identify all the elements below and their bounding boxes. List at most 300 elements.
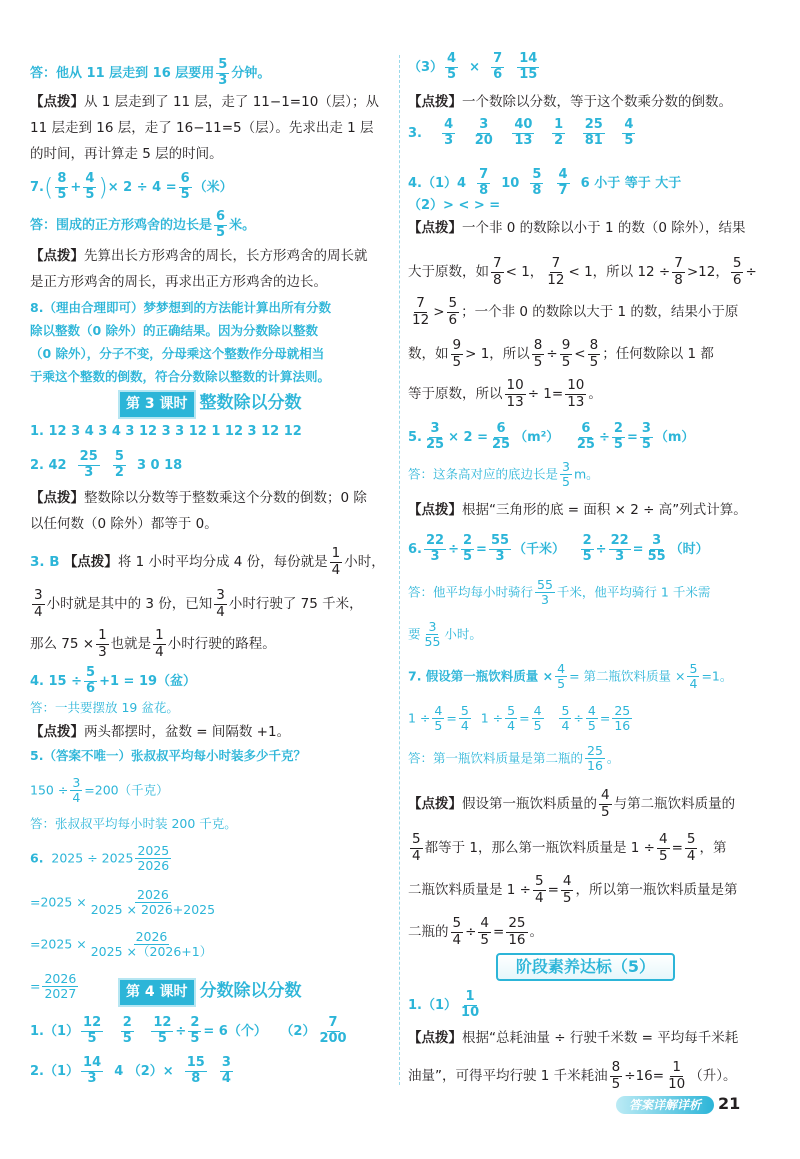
fraction [532, 338, 545, 370]
answer-line: 答：一共要摆放 19 盆花。 [30, 700, 179, 715]
fraction [687, 662, 699, 692]
fraction [459, 704, 471, 734]
fraction [685, 832, 698, 864]
fraction-numerator: 3 [562, 459, 570, 474]
fraction [188, 1016, 201, 1047]
fraction [588, 338, 601, 370]
fraction-numerator: 22 [610, 533, 629, 548]
fraction-denominator: 5 [85, 186, 95, 202]
fraction [666, 1060, 687, 1092]
fraction-denominator: 4 [331, 561, 341, 578]
fraction [445, 52, 458, 83]
fraction [424, 422, 446, 453]
fraction-denominator: 55 [647, 548, 666, 564]
fraction-numerator: 4 [558, 167, 568, 182]
fraction-numerator: 25 [587, 743, 603, 758]
fraction-numerator: 3 [652, 533, 662, 548]
fraction [557, 168, 570, 199]
fraction [423, 620, 443, 650]
fraction [532, 704, 544, 734]
fraction-denominator: 13 [514, 132, 533, 148]
fraction-numerator: 3 [34, 587, 43, 603]
fraction [491, 52, 504, 83]
fraction-denominator: 5 [447, 66, 457, 82]
fraction-denominator: 5 [452, 353, 462, 370]
fraction [672, 256, 685, 288]
question-8-line: 于乘这个整数的倒数，符合分数除以整数的计算法则。 [30, 369, 331, 384]
fraction-numerator: 4 [587, 703, 596, 718]
fraction-denominator: 4 [561, 718, 570, 734]
fraction [432, 704, 444, 734]
fraction-numerator: 5 [114, 449, 124, 464]
fraction [657, 832, 670, 864]
fraction-numerator: 15 [186, 1055, 205, 1070]
question-5-equation: 5. $\frac{3}{25}$ × 2 = $\frac{6}{25}$ （m²） $\frac{6}{25}$ ÷ $\frac{2}{5}$ = $\frac{3}{5}$ （m） [408, 421, 695, 452]
fraction-denominator: 25 [491, 436, 511, 452]
fraction [330, 546, 343, 578]
footer-brand-label: 答案详解详析 [616, 1096, 714, 1114]
fraction-denominator: 5 [434, 718, 443, 734]
fraction [505, 378, 526, 410]
fraction-denominator: 5 [641, 436, 651, 452]
fraction-numerator: 2 [462, 533, 473, 548]
fraction-numerator: 1 [672, 1059, 681, 1075]
fraction [442, 118, 455, 149]
question-4-line-1: 4.（1）4 $\frac{7}{8}$ 10 $\frac{5}{8}$ $\frac{4}{7}$ 6 小于 等于 大于 [408, 167, 682, 198]
fraction [599, 788, 612, 820]
fraction-denominator: 15 [519, 66, 538, 82]
tip-line: 是正方形鸡舍的周长，再求出正方形鸡舍的边长。 [30, 274, 327, 290]
fraction [32, 588, 45, 620]
fraction [121, 1016, 134, 1047]
fraction-numerator: 2026 [137, 887, 169, 902]
lesson-tag: 第 3 课时 [118, 390, 196, 419]
fraction-numerator: 6 [180, 171, 190, 186]
fraction-denominator: 5 [57, 186, 67, 202]
fraction-numerator: 5 [86, 665, 96, 680]
fraction [535, 578, 555, 608]
fraction-numerator: 7 [328, 1015, 338, 1030]
fraction-numerator: 5 [412, 831, 421, 847]
fraction [317, 1016, 348, 1047]
fraction-numerator: 6 [496, 421, 506, 436]
fraction [560, 460, 572, 490]
fraction-denominator: 5 [87, 1030, 97, 1046]
fraction-numerator: 12 [83, 1015, 102, 1030]
question-3: 3. $\frac{4}{3}$ $\frac{3}{20}$ $\frac{40}{13}$ $\frac{1}{2}$ $\frac{25}{81}$ $\frac{4}{5}$ [408, 117, 634, 148]
fraction-denominator: 5 [157, 1030, 167, 1046]
lesson-3-q5: 5.（答案不唯一）张叔叔平均每小时装多少千克？ [30, 748, 306, 763]
question-4-line-2: （2）> < > = [408, 198, 501, 213]
fraction-denominator: 4 [507, 718, 516, 734]
fraction [561, 874, 574, 906]
fraction-denominator: 5 [582, 548, 592, 564]
fraction-numerator: 3 [430, 421, 440, 436]
fraction-numerator: 5 [689, 661, 698, 676]
fraction-numerator: 4 [658, 831, 668, 847]
fraction-numerator: 10 [506, 377, 524, 393]
fraction-numerator: 2025 [137, 843, 170, 858]
lesson-3-q6-line: 6. 2025 ÷ 2025 $\frac{2025}{2026}$ [30, 843, 170, 874]
fraction [81, 1016, 103, 1047]
fraction-numerator: 5 [452, 915, 462, 931]
fraction-denominator: 8 [674, 271, 683, 288]
fraction-numerator: 25 [584, 117, 603, 132]
fraction [517, 52, 539, 83]
fraction-numerator: 14 [519, 51, 538, 66]
fraction-numerator: 25 [614, 703, 631, 718]
fraction-denominator: 5 [122, 1030, 132, 1046]
fraction-numerator: 2026 [135, 929, 168, 944]
fraction-denominator: 3 [87, 1070, 97, 1086]
lesson-3-q6-line: = $\frac{2026}{2027}$ [30, 971, 77, 1002]
fraction [560, 338, 573, 370]
fraction [575, 422, 597, 453]
tip-line: 【点拨】一个数除以分数，等于这个数乘分数的倒数。 [408, 94, 732, 110]
fraction-numerator: 8 [533, 337, 543, 353]
tip-line: 数，如 $\frac{9}{5}$ > 1，所以 $\frac{8}{5}$ ÷ $\frac{9}{5}$ < $\frac{8}{5}$ ；任何数除以 1 都 [408, 337, 714, 370]
lesson-4-q2: 2.（1） $\frac{14}{3}$ 4 （2）× $\frac{15}{8}$ $\frac{3}{4}$ [30, 1055, 231, 1086]
lesson-tag: 第 4 课时 [118, 978, 196, 1007]
answer-line: 答：他平均每小时骑行 $\frac{55}{3}$ 千米，他平均骑行 1 千米需 [408, 577, 711, 608]
question-6-equation: 6. $\frac{22}{3}$ ÷ $\frac{2}{5}$ = $\frac{55}{3}$ （千米） $\frac{2}{5}$ ÷ $\frac{22}{3}$ = $\frac{3}{55}$ （时） [408, 533, 709, 564]
fraction [610, 1060, 623, 1092]
fraction-numerator: 4 [562, 873, 572, 889]
fraction-denominator: 16 [508, 931, 526, 948]
fraction [505, 704, 517, 734]
fraction-denominator: 13 [506, 393, 524, 410]
tip-line: $\frac{7}{12}$ > $\frac{5}{6}$ ；一个非 0 的数除以大于 1 的数，结果小于原 [412, 295, 739, 328]
fraction [552, 118, 565, 149]
fraction-denominator: 20 [474, 132, 493, 148]
fraction-numerator: 4 [434, 703, 443, 718]
fraction-numerator: 2 [582, 533, 592, 548]
tip-line: 【点拨】根据“三角形的底 = 面积 × 2 ÷ 高”列式计算。 [408, 502, 747, 518]
fraction-denominator: 4 [216, 603, 225, 620]
page-footer [616, 1094, 756, 1116]
fraction-numerator: 3 [479, 117, 489, 132]
fraction [585, 744, 605, 774]
fraction-numerator: 4 [557, 661, 566, 676]
answer-line: 答：张叔叔平均每小时装 200 千克。 [30, 816, 237, 831]
fraction-denominator: 5 [611, 1075, 621, 1092]
fraction-denominator: 5 [190, 1030, 200, 1046]
fraction-denominator: 5 [462, 548, 473, 564]
fraction-denominator: 3 [540, 592, 549, 608]
fraction [96, 628, 109, 660]
answer-line: 答：第一瓶饮料质量是第二瓶的 $\frac{25}{16}$ 。 [408, 743, 620, 774]
fraction-numerator: 3 [221, 1055, 231, 1070]
fraction-denominator: 5 [624, 132, 634, 148]
fraction-numerator: 8 [589, 337, 599, 353]
fraction-denominator: 2025 × 2026+2025 [90, 902, 216, 918]
fraction [583, 118, 605, 149]
fraction-numerator: 10 [567, 377, 585, 393]
fraction-denominator: 4 [34, 603, 43, 620]
fraction [490, 422, 512, 453]
fraction-numerator: 5 [507, 703, 516, 718]
fraction-denominator: 8 [532, 182, 542, 198]
fraction [447, 296, 460, 328]
fraction [451, 916, 464, 948]
fraction-denominator: 4 [686, 847, 696, 864]
fraction [89, 888, 217, 918]
fraction-denominator: 6 [732, 271, 742, 288]
fraction-denominator: 2026 [137, 858, 170, 874]
fraction [410, 832, 423, 864]
tip-line: 【点拨】整数除以分数等于整数乘这个分数的倒数；0 除 [30, 490, 367, 506]
fraction-denominator: 4 [412, 847, 421, 864]
fraction-denominator: 5 [533, 353, 543, 370]
fraction-numerator: 6 [581, 421, 591, 436]
fraction [646, 534, 668, 565]
fraction [179, 172, 192, 203]
fraction-denominator: 3 [218, 72, 228, 88]
fraction-numerator: 4 [85, 171, 95, 186]
fraction [113, 450, 126, 481]
fraction-numerator: 5 [732, 255, 742, 271]
fraction-denominator: 3 [84, 464, 94, 480]
question-8-line: 8.（理由合理即可）梦梦想到的方法能计算出所有分数 [30, 300, 331, 315]
lesson-3-q3-line: $\frac{3}{4}$ 小时就是其中的 3 份，已知 $\frac{3}{4}$ 小时行驶了 75 千米， [34, 587, 363, 620]
fraction [612, 704, 632, 734]
tip-line: $\frac{5}{4}$ 都等于 1，那么第一瓶饮料质量是 1 ÷ $\frac{4}{5}$ = $\frac{5}{4}$ ，第 [412, 831, 727, 864]
stage-section-title: 阶段素养达标（5） [496, 953, 675, 981]
stage-q1: 1.（1） $\frac{1}{10}$ [408, 989, 480, 1020]
fraction-denominator: 5 [613, 436, 623, 452]
fraction-numerator: 6 [216, 209, 226, 224]
fraction-numerator: 12 [153, 1015, 172, 1030]
fraction [83, 172, 96, 203]
fraction [530, 168, 543, 199]
fraction-denominator: 5 [587, 718, 596, 734]
fraction-denominator: 6 [86, 680, 96, 696]
fraction-denominator: 5 [589, 353, 599, 370]
fraction-numerator: 7 [493, 51, 503, 66]
fraction-numerator: 4 [624, 117, 634, 132]
fraction-denominator: 3 [430, 548, 440, 564]
tip-line: 11 层走到 16 层，走了 16−11=5（层）。先求出走 1 层 [30, 120, 374, 136]
fraction-denominator: 5 [180, 186, 190, 202]
fraction-denominator: 7 [558, 182, 568, 198]
fraction-numerator: 22 [425, 533, 445, 548]
fraction-numerator: 55 [490, 533, 510, 548]
fraction-numerator: 5 [460, 703, 469, 718]
fraction [451, 338, 464, 370]
tip-line: 【点拨】先算出长方形鸡舍的周长，长方形鸡舍的周长就 [30, 248, 368, 264]
fraction-denominator: 5 [557, 676, 566, 692]
fraction [459, 990, 481, 1021]
lesson-3-header [118, 390, 302, 415]
fraction-numerator: 7 [674, 255, 683, 271]
fraction-numerator: 2 [122, 1015, 132, 1030]
fraction-denominator: 5 [561, 353, 571, 370]
fraction [153, 628, 166, 660]
fraction [612, 422, 625, 453]
question-7-line: 7. 假设第一瓶饮料质量 × $\frac{4}{5}$ = 第二瓶饮料质量 × $\frac{5}{4}$ =1。 [408, 661, 733, 692]
tip-line: 【点拨】一个非 0 的数除以小于 1 的数（0 除外），结果 [408, 220, 746, 236]
tip-line: 二瓶饮料质量是 1 ÷ $\frac{5}{4}$ = $\frac{4}{5}$ ，所以第一瓶饮料质量是第 [408, 873, 738, 906]
fraction-numerator: 4 [533, 703, 542, 718]
fraction-denominator: 4 [72, 790, 81, 806]
fraction-denominator: 2025 ×（2026+1） [90, 944, 213, 960]
fraction-numerator: 8 [611, 1059, 621, 1075]
column-divider [399, 55, 400, 1085]
fraction [731, 256, 744, 288]
tip-line: 【点拨】从 1 层走到了 11 层，走了 11−1=10（层）；从 [30, 94, 380, 110]
fraction-numerator: 55 [537, 577, 553, 592]
fraction-denominator: 4 [534, 889, 544, 906]
fraction-denominator: 5 [533, 718, 542, 734]
fraction-numerator: 5 [448, 295, 458, 311]
fraction [640, 422, 653, 453]
fraction-numerator: 5 [218, 57, 228, 72]
fraction-denominator: 12 [547, 271, 565, 288]
fraction [135, 844, 171, 874]
fraction-numerator: 9 [561, 337, 571, 353]
fraction-denominator: 10 [461, 1004, 480, 1020]
fraction [461, 534, 474, 565]
fraction-numerator: 14 [83, 1055, 102, 1070]
fraction-numerator: 1 [98, 627, 107, 643]
answer-line: 答：围成的正方形鸡舍的边长是 $\frac{6}{5}$ 米。 [30, 209, 256, 240]
fraction-numerator: 4 [444, 117, 454, 132]
lesson-title: 整数除以分数 [199, 393, 302, 413]
fraction-denominator: 25 [576, 436, 595, 452]
fraction [559, 704, 571, 734]
lesson-3-q3-line: 那么 75 × $\frac{1}{3}$ 也就是 $\frac{1}{4}$ 小时行驶的路程。 [30, 627, 276, 660]
fraction [478, 916, 491, 948]
fraction-denominator: 12 [412, 311, 430, 328]
tip-line: 【点拨】假设第一瓶饮料质量的 $\frac{4}{5}$ 与第二瓶饮料质量的 [408, 787, 736, 820]
fraction-denominator: 4 [452, 931, 462, 948]
question-2-part-3: （3） $\frac{4}{5}$ × $\frac{7}{6}$ $\frac{14}{15}$ [408, 51, 538, 82]
lesson-3-q3-line: 3. B 【点拨】将 1 小时平均分成 4 份，每份就是 $\frac{1}{4}$ 小时， [30, 545, 385, 578]
fraction [216, 58, 229, 89]
fraction-numerator: 1 [331, 545, 341, 561]
fraction-numerator: 9 [452, 337, 462, 353]
fraction-denominator: 5 [216, 224, 226, 240]
fraction-numerator: 5 [561, 703, 570, 718]
fraction [185, 1056, 207, 1087]
fraction-denominator: 81 [584, 132, 603, 148]
tip-line: 以任何数（0 除外）都等于 0。 [30, 516, 218, 532]
fraction-denominator: 25 [425, 436, 445, 452]
fraction [214, 210, 227, 241]
tip-line: 油量”，可得平均行驶 1 千米耗油 $\frac{8}{5}$ ÷16= $\frac{1}{10}$ （升）。 [408, 1059, 737, 1092]
fraction-numerator: 25 [79, 449, 98, 464]
fraction-denominator: 4 [460, 718, 469, 734]
fraction-denominator: 2027 [44, 986, 77, 1002]
fraction [55, 172, 68, 203]
fraction-denominator: 3 [444, 132, 454, 148]
fraction-denominator: 55 [424, 634, 441, 650]
fraction-denominator: 4 [221, 1070, 231, 1086]
fraction-denominator: 13 [567, 393, 585, 410]
fraction-denominator: 5 [562, 889, 572, 906]
fraction [512, 118, 534, 149]
fraction [581, 534, 594, 565]
fraction-denominator: 8 [493, 271, 502, 288]
fraction-denominator: 6 [493, 66, 503, 82]
fraction-numerator: 4 [447, 51, 457, 66]
fraction-numerator: 7 [493, 255, 502, 271]
fraction-numerator: 8 [57, 171, 67, 186]
fraction [491, 256, 504, 288]
fraction-denominator: 200 [319, 1030, 347, 1046]
fraction-numerator: 2 [613, 421, 623, 436]
fraction-denominator: 4 [155, 643, 164, 660]
fraction [489, 534, 511, 565]
fraction-numerator: 5 [686, 831, 696, 847]
fraction-numerator: 2026 [44, 971, 77, 986]
fraction [586, 704, 598, 734]
lesson-3-q6-line: =2025 × $\frac{2026}{2025 \times 2026+2025}$ [30, 887, 216, 918]
lesson-3-q2: 2. 42 $\frac{25}{3}$ $\frac{5}{2}$ 3 0 18 [30, 449, 183, 480]
fraction-numerator: 25 [508, 915, 526, 931]
fraction [78, 450, 100, 481]
tip-line: 【点拨】根据“总耗油量 ÷ 行驶千米数 = 平均每千米耗 [408, 1030, 739, 1046]
tip-line: 二瓶的 $\frac{5}{4}$ ÷ $\frac{4}{5}$ = $\frac{25}{16}$ 。 [408, 915, 543, 948]
lesson-3-q1: 1. 12 3 4 3 4 3 12 3 3 12 1 12 3 12 12 [30, 424, 302, 439]
page-number: 21 [718, 1094, 741, 1113]
fraction [555, 662, 567, 692]
fraction-numerator: 3 [72, 775, 81, 790]
fraction [84, 666, 97, 697]
lesson-4-header [118, 978, 302, 1003]
question-7-equation: 7.( $\frac{8}{5}$ + $\frac{4}{5}$ )× 2 ÷ 4 = $\frac{6}{5}$ （米） [30, 171, 233, 202]
question-7-equations: 1 ÷ $\frac{4}{5}$ = $\frac{5}{4}$ 1 ÷ $\frac{5}{4}$ = $\frac{4}{5}$ $\frac{5}{4}$ ÷ $\frac{4}{5}$ = $\frac{25}{16}$ [408, 703, 631, 734]
fraction-denominator: 5 [658, 847, 668, 864]
fraction-numerator: 3 [216, 587, 225, 603]
fraction-denominator: 8 [479, 182, 489, 198]
fraction [424, 534, 446, 565]
fraction [545, 256, 566, 288]
fraction-numerator: 1 [554, 117, 564, 132]
fraction [214, 588, 227, 620]
lesson-3-q4: 4. 15 ÷ $\frac{5}{6}$ +1 = 19（盆） [30, 665, 197, 696]
fraction-numerator: 4 [480, 915, 489, 931]
fraction-numerator: 3 [641, 421, 651, 436]
fraction-denominator: 5 [562, 474, 570, 490]
fraction-numerator: 4 [601, 787, 610, 803]
lesson-3-q5-equation: 150 ÷ $\frac{3}{4}$ =200（千克） [30, 775, 169, 806]
fraction-denominator: 5 [480, 931, 489, 948]
fraction [477, 168, 490, 199]
fraction [565, 378, 586, 410]
lesson-3-q6-line: =2025 × $\frac{2026}{2025 \times(2026+1)}$ [30, 929, 213, 960]
answer-line: 要 $\frac{3}{55}$ 小时。 [408, 619, 482, 650]
question-8-line: 除以整数（0 除外）的正确结果。因为分数除以整数 [30, 323, 319, 338]
fraction-denominator: 2 [114, 464, 124, 480]
fraction-denominator: 2 [554, 132, 564, 148]
fraction-numerator: 3 [428, 619, 437, 634]
fraction-denominator: 3 [495, 548, 505, 564]
fraction [151, 1016, 173, 1047]
tip-line: 大于原数，如 $\frac{7}{8}$ < 1， $\frac{7}{12}$ < 1，所以 12 ÷ $\frac{7}{8}$ >12， $\frac{5}{6}$ ÷ [408, 255, 757, 288]
fraction-denominator: 16 [614, 718, 631, 734]
fraction [533, 874, 546, 906]
fraction-numerator: 1 [155, 627, 164, 643]
fraction-numerator: 40 [514, 117, 533, 132]
fraction-denominator: 4 [689, 676, 698, 692]
fraction-denominator: 3 [615, 548, 625, 564]
fraction-denominator: 5 [601, 803, 610, 820]
fraction [506, 916, 527, 948]
fraction-numerator: 5 [534, 873, 544, 889]
fraction [622, 118, 635, 149]
fraction-numerator: 2 [190, 1015, 200, 1030]
